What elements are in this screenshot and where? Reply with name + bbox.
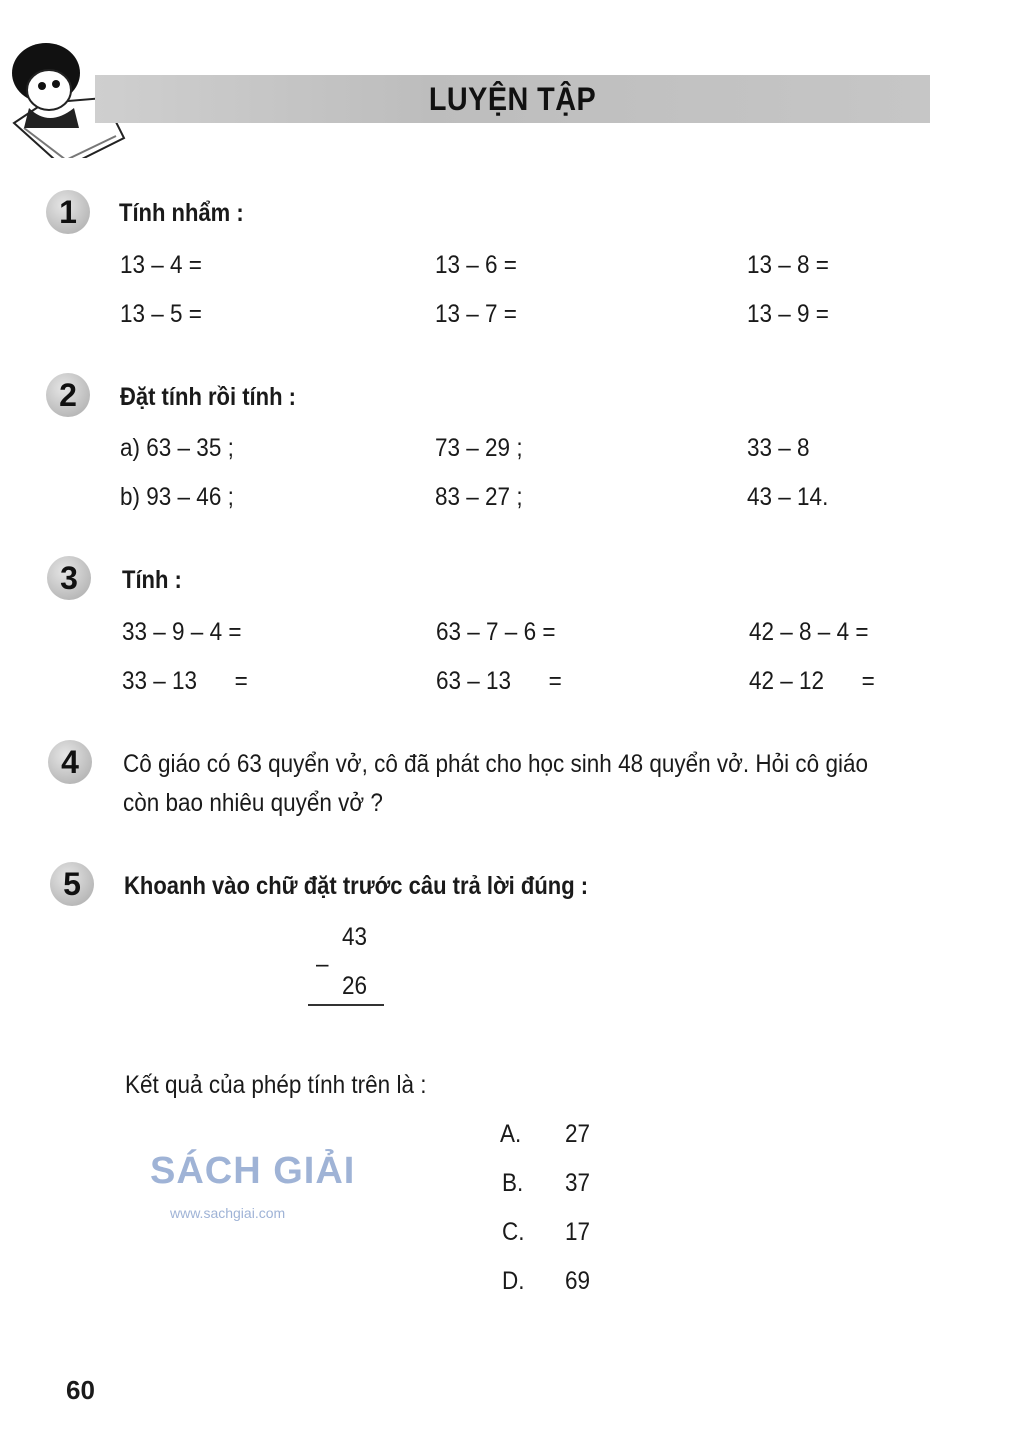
exercise-4-text-line1: Cô giáo có 63 quyển vở, cô đã phát cho học sinh 48 quyển vở. Hỏi cô giáo [123, 750, 868, 778]
option-value: 27 [565, 1120, 591, 1148]
ex3-item: 33 – 9 – 4 = [122, 618, 242, 646]
ex1-item: 13 – 4 = [120, 251, 202, 279]
option-letter[interactable]: C. [502, 1218, 525, 1246]
ex3-item: 63 – 7 – 6 = [436, 618, 556, 646]
result-line [308, 1004, 384, 1006]
exercise-number-1: 1 [46, 190, 90, 234]
exercise-2-heading: Đặt tính rồi tính : [120, 383, 296, 411]
option-value: 69 [565, 1267, 591, 1295]
ex1-item: 13 – 7 = [435, 300, 517, 328]
exercise-number-5: 5 [50, 862, 94, 906]
exercise-1-heading: Tính nhẩm : [119, 199, 244, 227]
exercise-number-2: 2 [46, 373, 90, 417]
ex2-item: 83 – 27 ; [435, 483, 523, 511]
watermark-logo: SÁCH GIẢI [150, 1150, 356, 1192]
page-title: LUYỆN TẬP [428, 81, 597, 117]
option-value: 37 [565, 1169, 591, 1197]
exercise-5-question: Kết quả của phép tính trên là : [125, 1071, 427, 1099]
ex1-item: 13 – 9 = [747, 300, 829, 328]
ex3-item: 63 – 13 = [436, 667, 562, 695]
ex2-item: 73 – 29 ; [435, 434, 523, 462]
ex2-item: 33 – 8 [747, 434, 810, 462]
ex3-item: 42 – 8 – 4 = [749, 618, 869, 646]
ex2-item: 43 – 14. [747, 483, 829, 511]
watermark-url: www.sachgiai.com [170, 1205, 286, 1221]
ex1-item: 13 – 5 = [120, 300, 202, 328]
exercise-4-text-line2: còn bao nhiêu quyển vở ? [123, 789, 383, 817]
exercise-number-3: 3 [47, 556, 91, 600]
ex1-item: 13 – 8 = [747, 251, 829, 279]
minus-sign: – [316, 950, 329, 978]
option-letter[interactable]: A. [500, 1120, 522, 1148]
title-banner [95, 75, 930, 123]
ex3-item: 42 – 12 = [749, 667, 875, 695]
exercise-3-heading: Tính : [122, 566, 182, 594]
subtrahend: 26 [342, 972, 368, 1000]
ex2-item: b) 93 – 46 ; [120, 483, 234, 511]
page-number: 60 [66, 1375, 95, 1405]
option-letter[interactable]: B. [502, 1169, 524, 1197]
option-value: 17 [565, 1218, 591, 1246]
minuend: 43 [342, 923, 368, 951]
ex2-item: a) 63 – 35 ; [120, 434, 234, 462]
ex1-item: 13 – 6 = [435, 251, 517, 279]
ex3-item: 33 – 13 = [122, 667, 248, 695]
option-letter[interactable]: D. [502, 1267, 525, 1295]
exercise-5-heading: Khoanh vào chữ đặt trước câu trả lời đúng : [124, 872, 589, 900]
exercise-number-4: 4 [48, 740, 92, 784]
